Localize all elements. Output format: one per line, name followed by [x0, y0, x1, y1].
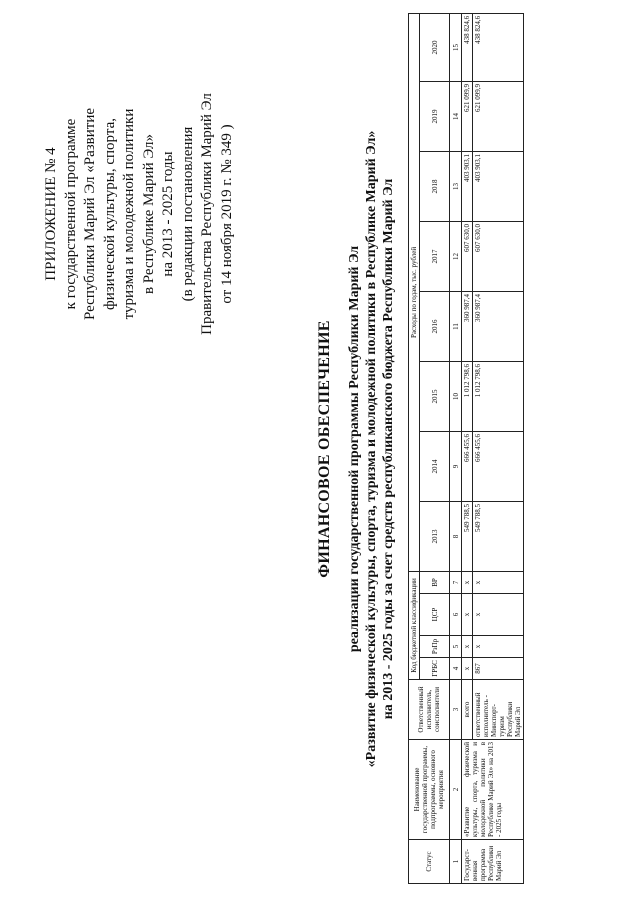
header-year: 2018 [420, 151, 450, 221]
row-executor-total: всего [462, 680, 473, 740]
header-name: Наименование государственной программы, подпрограммы, основного мероприятия [409, 740, 450, 840]
row-rzpr: х [462, 636, 473, 658]
header-expenses: Расходы по годам, тыс. рублей [409, 13, 420, 571]
appendix-line: на 2013 - 2025 годы [160, 151, 176, 277]
header-status: Статус [409, 840, 450, 884]
header-year: 2016 [420, 291, 450, 361]
title-line-2: «Развитие физической культуры, спорта, туризма и молодежной политики в Республике Марий Эл» [364, 130, 379, 768]
row-name: «Развитие физической культуры, спорта, туризма и молодежной политики в Республике Марий Эл» на 2013 - 2025 годы [462, 740, 524, 840]
appendix-line: Республики Марий Эл «Развитие [82, 108, 98, 321]
appendix-line: туризма и молодежной политики [121, 108, 137, 320]
title-main: ФИНАНСОВОЕ ОБЕСПЕЧЕНИЕ [316, 320, 333, 578]
column-number: 6 [450, 594, 462, 636]
title-line-3: на 2013 - 2025 годы за счет средств республиканского бюджета Республики Марий Эл [381, 178, 396, 720]
row-value: 1 012 798,6 [462, 361, 473, 431]
row-value: 549 788,5 [473, 501, 524, 571]
row-value: 438 824,6 [473, 13, 524, 81]
column-number-row [450, 13, 462, 883]
financing-table [408, 13, 524, 884]
row-vr: х [462, 571, 473, 593]
header-rzpr: РзПр [420, 636, 450, 658]
row-rzpr: х [473, 636, 524, 658]
row-value: 621 099,9 [473, 81, 524, 151]
row-value: 666 455,6 [462, 431, 473, 501]
appendix-line: в Республике Марий Эл» [140, 133, 157, 295]
row-executor-responsible: ответственный исполнитель - Минспорт- туризм Республики Марий Эл [473, 680, 524, 740]
column-number: 5 [450, 636, 462, 658]
header-year: 2014 [420, 431, 450, 501]
column-number: 7 [450, 571, 462, 593]
header-budget-code: Код бюджетной классификации [409, 571, 420, 679]
appendix-block [42, 54, 237, 374]
column-number: 14 [450, 81, 462, 151]
row-value: 403 903,1 [462, 151, 473, 221]
row-value: 360 987,4 [462, 291, 473, 361]
column-number: 4 [450, 658, 462, 680]
row-vr: х [473, 571, 524, 593]
column-number: 2 [450, 740, 462, 840]
header-year: 2013 [420, 501, 450, 571]
appendix-line: физической культуры, спорта, [101, 118, 118, 310]
table-row [462, 13, 473, 883]
title-line-1: реализации государственной программы Республики Марий Эл [347, 245, 362, 653]
row-status: Государст- венная программа Республики Марий Эл [462, 840, 524, 884]
row-value: 621 099,9 [462, 81, 473, 151]
column-number: 9 [450, 431, 462, 501]
column-number: 13 [450, 151, 462, 221]
header-csr: ЦСР [420, 594, 450, 636]
row-grbs: х [462, 658, 473, 680]
appendix-line: Правительства Республики Марий Эл [199, 93, 215, 335]
row-value: 549 788,5 [462, 501, 473, 571]
appendix-line: (в редакции постановления [179, 126, 196, 302]
column-number: 11 [450, 291, 462, 361]
appendix-line: от 14 ноября 2019 г. № 349 ) [218, 124, 235, 304]
row-value: 1 012 798,6 [473, 361, 524, 431]
row-grbs: 867 [473, 658, 524, 680]
appendix-line: ПРИЛОЖЕНИЕ № 4 [43, 147, 59, 281]
document-title [316, 54, 397, 844]
header-executor: Ответственный исполнитель, соисполнители [409, 680, 450, 740]
header-year: 2015 [420, 361, 450, 431]
header-vr: ВР [420, 571, 450, 593]
column-number: 1 [450, 840, 462, 884]
row-csr: х [473, 594, 524, 636]
row-value: 666 455,6 [473, 431, 524, 501]
header-year: 2019 [420, 81, 450, 151]
row-value: 607 630,0 [473, 221, 524, 291]
row-csr: х [462, 594, 473, 636]
header-year: 2020 [420, 13, 450, 81]
row-value: 403 903,1 [473, 151, 524, 221]
appendix-line: к государственной программе [62, 118, 79, 310]
column-number: 12 [450, 221, 462, 291]
column-number: 15 [450, 13, 462, 81]
row-value: 607 630,0 [462, 221, 473, 291]
header-year: 2017 [420, 221, 450, 291]
header-grbs: ГРБС [420, 658, 450, 680]
row-value: 360 987,4 [473, 291, 524, 361]
column-number: 3 [450, 680, 462, 740]
column-number: 10 [450, 361, 462, 431]
row-value: 438 824,6 [462, 13, 473, 81]
column-number: 8 [450, 501, 462, 571]
